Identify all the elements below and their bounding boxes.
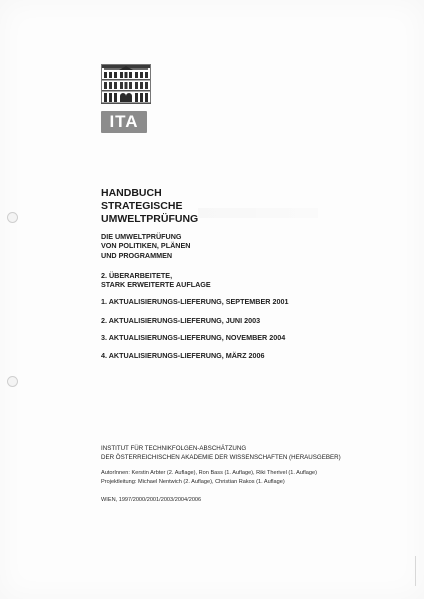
subtitle-line: DIE UMWELTPRÜFUNG	[101, 232, 182, 241]
subtitle-line: VON POLITIKEN, PLÄNEN	[101, 241, 191, 251]
punch-hole	[7, 376, 18, 387]
punch-hole	[7, 212, 18, 223]
ita-logo: ITA	[101, 111, 147, 133]
authors-line: AutorInnen: Kerstin Arbter (2. Auflage), Ron Bass (1. Auflage), Riki Therivel (1. Auflage)	[101, 470, 317, 476]
title-line: UMWELTPRÜFUNG	[101, 213, 199, 225]
publisher-line: INSTITUT FÜR TECHNIKFOLGEN-ABSCHÄTZUNG	[101, 445, 247, 452]
document-subtitle	[101, 232, 190, 260]
project-lead-line: Projektleitung: Michael Nentwich (2. Auflage), Christian Rakos (1. Auflage)	[101, 479, 285, 485]
subtitle-line: UND PROGRAMMEN	[101, 250, 173, 260]
update-line: 4. AKTUALISIERUNGS-LIEFERUNG, MÄRZ 2006	[101, 351, 265, 360]
edition-note	[101, 271, 211, 290]
title-line: HANDBUCH	[101, 187, 162, 199]
publisher-block	[101, 445, 341, 462]
document-title	[101, 187, 198, 226]
edition-line: 2. ÜBERARBEITETE,	[101, 271, 173, 280]
edition-line: STARK ERWEITERTE AUFLAGE	[101, 280, 211, 290]
update-line: 3. AKTUALISIERUNGS-LIEFERUNG, NOVEMBER 2004	[101, 333, 286, 342]
paper-edge-mark	[415, 556, 416, 586]
publication-years: WIEN, 1997/2000/2001/2003/2004/2006	[101, 497, 202, 503]
update-line: 1. AKTUALISIERUNGS-LIEFERUNG, SEPTEMBER 2001	[101, 297, 289, 306]
title-line: STRATEGISCHE	[101, 200, 183, 212]
publisher-line: DER ÖSTERREICHISCHEN AKADEMIE DER WISSENSCHAFTEN (HERAUSGEBER)	[101, 453, 341, 461]
bleed-through-text	[198, 208, 318, 218]
update-line: 2. AKTUALISIERUNGS-LIEFERUNG, JUNI 2003	[101, 316, 261, 325]
academy-building-icon	[101, 64, 151, 104]
authors-block	[101, 469, 317, 487]
